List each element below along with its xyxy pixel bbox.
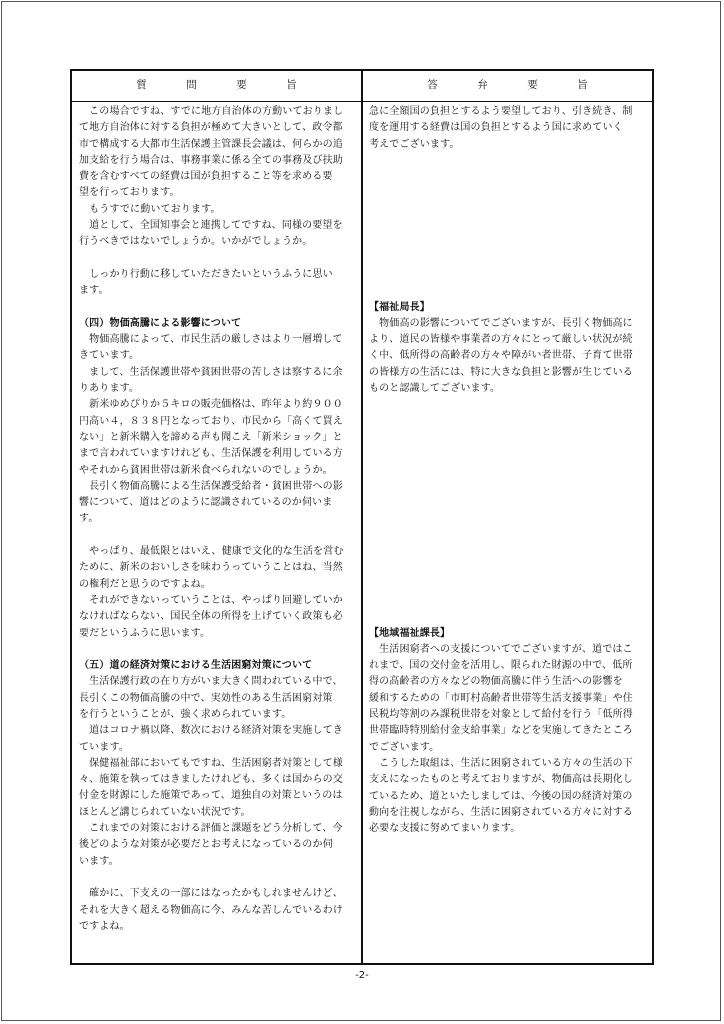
text-line: まして、生活保護世帯や貧困世帯の苦しさは察するに余: [79, 366, 343, 378]
text-line: ています。: [79, 741, 129, 753]
text-line: この場合ですね、すでに地方自治体の方動いておりまし: [79, 106, 344, 117]
text-line: これまでの対策における評価と課題をどう分析して、今: [79, 823, 343, 835]
header-char: 要: [236, 79, 247, 91]
text-line: く中、低所得の高齢者の方々や障がい者世帯、子育て世帯: [369, 350, 633, 362]
text-line: 得の高齢者の方々などの物価高騰に伴う生活への影響を: [369, 676, 623, 688]
text-line: 度を運用する経費は国の負担とするよう国に求めていく: [369, 122, 623, 134]
text-line: 考えでございます。: [369, 138, 460, 150]
text-line: 道はコロナ禍以降、数次における経済対策を実施してき: [79, 725, 343, 737]
text-line: ます。: [79, 285, 109, 297]
answer-summary-header: [363, 71, 652, 100]
text-line: す。: [79, 513, 99, 525]
text-line: ているため、道といたしましては、今後の国の経済対策の: [369, 790, 633, 802]
text-line: それを大きく超える物価高に今、みんな苦しんでいるわけ: [79, 904, 343, 916]
text-line: 生活困窮者への支援についてでございますが、道ではこ: [369, 643, 633, 655]
speaker-label: 【地域福祉課長】: [369, 627, 451, 639]
text-line: の権利だと思うのですよね。: [79, 578, 211, 590]
question-section-4-followup: [79, 544, 360, 642]
section-heading: （五）道の経済対策における生活困窮対策について: [79, 660, 313, 672]
answer-section-4: [369, 300, 651, 398]
text-line: 々、施策を執ってはきましたけれども、多くは国からの交: [79, 774, 343, 786]
question-section-5-followup: [79, 886, 360, 935]
text-line: 後どのような対策が必要だとお考えになっているのか伺: [79, 839, 333, 851]
text-line: 確かに、下支えの一部にはなったかもしれませんけど、: [79, 888, 343, 900]
text-line: 支えになったものと考えておりますが、物価高は長期化し: [369, 774, 633, 786]
text-line: ほとんど講じられていない状況です。: [79, 806, 251, 818]
text-line: 世帯臨時特別給付金支給事業」などを実施してきたところ: [369, 725, 633, 737]
answer-paragraph-1: [369, 104, 651, 153]
question-column: [79, 104, 360, 963]
text-line: 民税均等割のみ課税世帯を対象として給付を行う「低所得: [369, 709, 633, 721]
text-line: 要だというふうに思います。: [79, 627, 211, 639]
header-char: 旨: [286, 79, 297, 91]
text-line: を行うということが、強く求められています。: [79, 708, 292, 720]
text-line: て地方自治体に対する負担が極めて大きいとして、政令都: [79, 122, 343, 134]
text-line: りあります。: [79, 383, 140, 395]
text-line: れまで、国の交付金を活用し、限られた財源の中で、低所: [369, 660, 633, 672]
text-line: の皆様方の生活には、特に大きな負担と影響が生じている: [369, 366, 633, 378]
header-char: 旨: [577, 79, 588, 91]
text-line: 加支給を行う場合は、事務事業に係る全ての事務及び扶助: [79, 154, 343, 166]
text-line: ために、新米のおいしさを味わうっていうことはね、当然: [79, 562, 343, 574]
text-line: 費を含むすべての経費は国が負担すること等を求める要: [79, 171, 333, 183]
answer-column: [369, 104, 651, 963]
text-line: 物価高の影響についてでございますが、長引く物価高に: [369, 317, 633, 329]
text-line: やっぱり、最低限とはいえ、健康で文化的な生活を営む: [79, 546, 344, 558]
text-line: 急に全額国の負担とするよう要望しており、引き続き、制: [369, 106, 633, 117]
header-char: 要: [527, 79, 538, 91]
text-line: ものと認識してございます。: [369, 383, 501, 395]
text-line: 長引く物価高騰による生活保護受給者・貧困世帯への影: [79, 480, 343, 492]
text-line: 新米ゆめぴりか５キロの販売価格は、昨年より約９００: [79, 399, 343, 411]
text-line: 市で構成する大都市生活保護主管課長会議は、何らかの追: [79, 138, 343, 150]
text-line: 円高い４，８３８円となっており、市民から「高くて買え: [79, 415, 343, 427]
text-line: なければならない、国民全体の所得を上げていく政策も必: [79, 611, 343, 623]
question-paragraph-2: [79, 267, 360, 300]
header-char: 弁: [477, 79, 488, 91]
text-line: 長引くこの物価高騰の中で、実効性のある生活困窮対策: [79, 692, 333, 704]
header-char: 答: [427, 79, 438, 91]
qa-table: [70, 69, 654, 965]
text-line: ない」と新米購入を諦める声も聞こえ「新米ショック」と: [79, 431, 343, 443]
header-char: 質: [136, 79, 147, 91]
question-summary-header: [72, 71, 361, 100]
question-section-5: [79, 658, 360, 870]
question-section-4: [79, 316, 360, 528]
text-line: 付金を財源にした施策であって、道独自の対策というのは: [79, 790, 343, 802]
text-line: 保健福祉部においてもですね、生活困窮者対策として様: [79, 757, 343, 769]
text-line: こうした取組は、生活に困窮されている方々の生活の下: [369, 757, 633, 769]
text-line: もうすでに動いております。: [79, 203, 221, 215]
text-line: 必要な支援に努めてまいります。: [369, 823, 521, 835]
text-line: 響について、道はどのように認識されているのか伺いま: [79, 497, 333, 509]
answer-section-5: [369, 626, 651, 838]
text-line: でございます。: [369, 741, 440, 753]
text-line: きています。: [79, 350, 140, 362]
column-divider: [361, 71, 363, 963]
text-line: それができないっていうことは、やっぱり回避していか: [79, 594, 343, 606]
text-line: います。: [79, 855, 119, 867]
text-line: ですよね。: [79, 920, 130, 932]
page-number: -2-: [355, 970, 369, 981]
text-line: より、道民の皆様や事業者の方々にとって厳しい状況が続: [369, 334, 633, 346]
text-line: 動向を注視しながら、生活に困窮されている方々に対する: [369, 806, 633, 818]
section-heading: （四）物価高騰による影響について: [79, 317, 242, 329]
text-line: 望を行っております。: [79, 187, 180, 199]
text-line: やそれから貧困世帯は新米食べられないのでしょうか。: [79, 464, 333, 476]
text-line: 緩和するための「市町村高齢者世帯等生活支援事業」や住: [369, 692, 633, 704]
text-line: 物価高騰によって、市民生活の厳しさはより一層増して: [79, 334, 343, 346]
speaker-label: 【福祉局長】: [369, 301, 430, 313]
text-line: 行うべきではないでしょうか。いかがでしょうか。: [79, 236, 313, 248]
question-paragraph-1: [79, 104, 360, 251]
text-line: まで言われていますけれども、生活保護を利用している方: [79, 448, 343, 460]
text-line: しっかり行動に移していただきたいというふうに思い: [79, 268, 333, 280]
text-line: 生活保護行政の在り方がいま大きく問われている中で、: [79, 676, 343, 688]
text-line: 道として、全国知事会と連携してですね、同様の要望を: [79, 220, 343, 232]
header-char: 問: [186, 79, 197, 91]
